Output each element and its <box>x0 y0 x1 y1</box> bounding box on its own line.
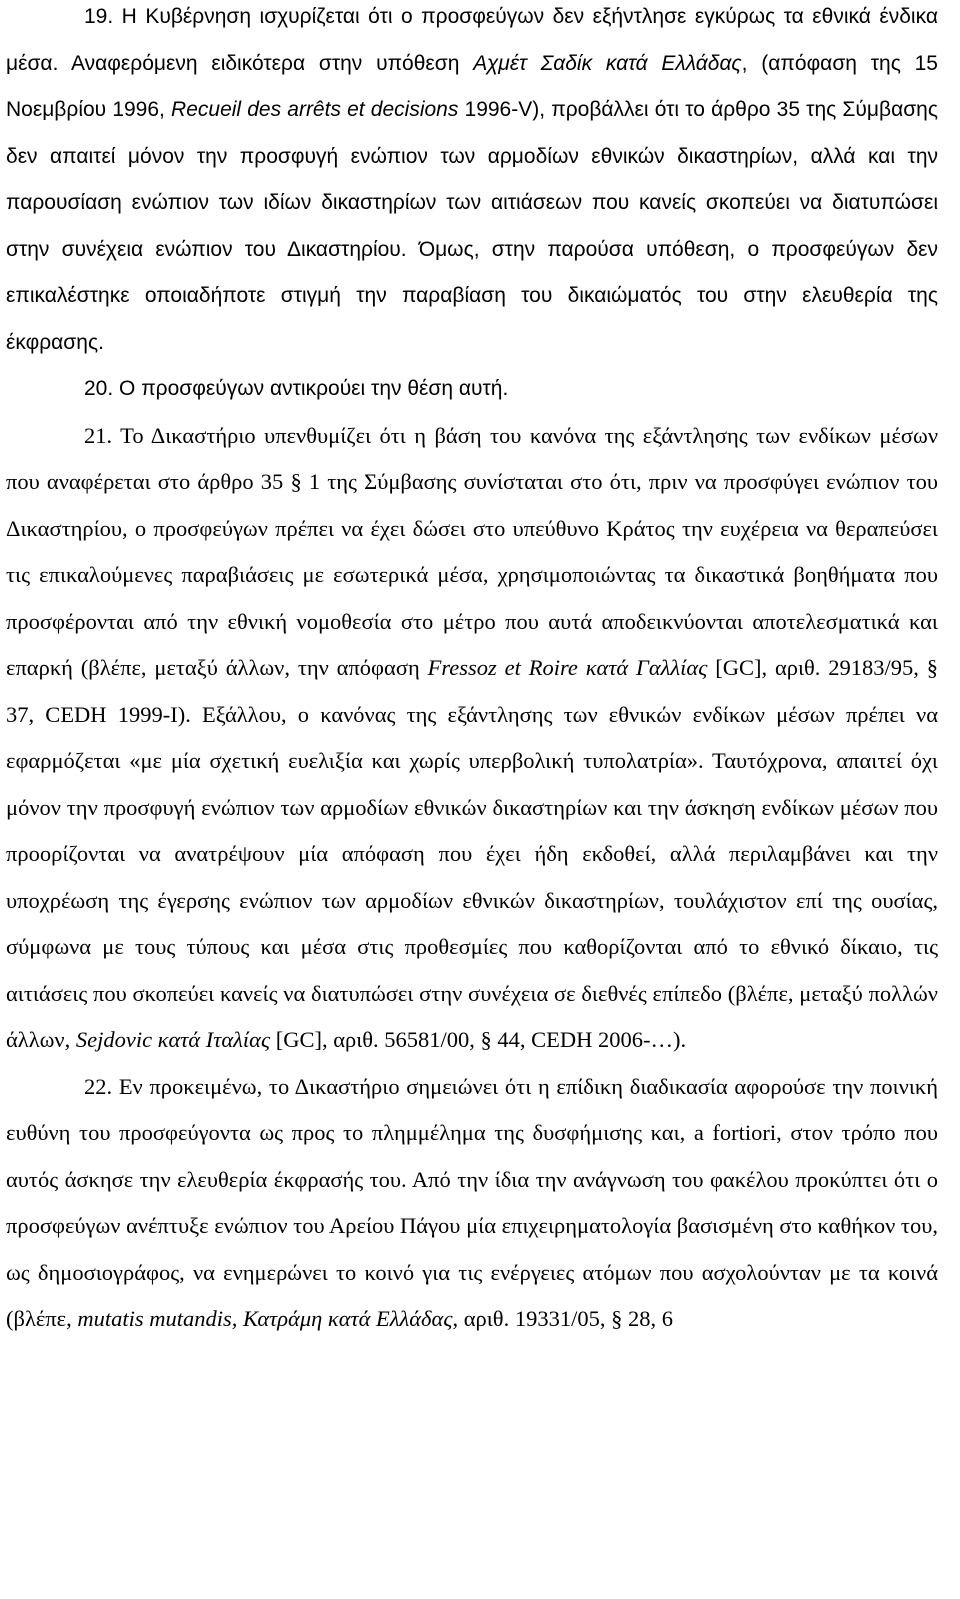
section-sign: § <box>480 1027 492 1052</box>
case-citation: Fressoz et Roire κατά Γαλλίας <box>427 655 708 680</box>
paragraph-22-text: , αριθ. 19331/05, <box>452 1306 612 1331</box>
paragraph-19-text: , (απόφαση της 15 Νοεμβρίου 1996, <box>6 51 938 121</box>
section-sign: § <box>611 1306 623 1331</box>
paragraph-21-text: [GC], αριθ. 56581/00, <box>270 1027 481 1052</box>
section-sign: § <box>290 469 302 494</box>
paragraph-21-text: 37, CEDH 1999-I). Εξάλλου, ο κανόνας της εξάντλησης των εθνικών ενδίκων μέσων πρέπει να εφαρμόζεται «με μία σχετική ευελιξία και χωρίς υπερβολική τυπολατρία». Ταυτόχρονα, απαιτεί όχι μόνον την προσφυγή ενώπιον των αρμοδίων εθνικών δικαστηρίων και την άσκηση ενδίκων μέσων που προορίζονται να ανατρέψουν μία απόφαση που έχει ήδη εκδοθεί, αλλά περιλαμβάνει και την υποχρέωση της έγερσης ενώπιον των αρμοδίων εθνικών δικαστηρίων, τουλάχιστον επί της ουσίας, σύμφωνα με τους τύπους και μέσα στις προθεσμίες που καθορίζονται από το εθνικό δίκαιο, τις αιτιάσεις που σκοπεύει κανείς να διατυπώσει στην συνέχεια σε διεθνές επίπεδο (βλέπε, μεταξύ πολλών άλλων, <box>6 701 938 1052</box>
case-citation: Sejdovic κατά Ιταλίας <box>75 1027 271 1052</box>
paragraph-21-text: 44, CEDH 2006-…). <box>491 1027 687 1052</box>
paragraph-22-text: 22. Εν προκειμένω, το Δικαστήριο σημειώνει ότι η επίδικη διαδικασία αφορούσε την ποινική ευθύνη του προσφεύγοντα ως προς το πλημμέλημα της δυσφήμισης και, a fortiori, στον τρόπο που αυτός άσκησε την ελευθερία έκφρασής του. Από την ίδια την ανάγνωση του φακέλου προκύπτει ότι ο προσφεύγων ανέπτυξε ενώπιον του Αρείου Πάγου μία επιχειρηματολογία βασισμένη στο καθήκον του, ως δημοσιογράφος, να ενημερώνει το κοινό για τις ενέργειες ατόμων που ασχολούνταν με τα κοινά (βλέπε, <box>6 1073 938 1331</box>
paragraph-20 <box>6 366 938 413</box>
case-citation: mutatis mutandis, Κατράμη κατά Ελλάδας <box>77 1306 453 1331</box>
paragraph-21-text: [GC], αριθ. 29183/95, <box>707 655 927 680</box>
paragraph-19 <box>6 0 938 366</box>
section-sign: § <box>926 655 939 680</box>
paragraph-22-text: 28, 6 <box>622 1306 673 1331</box>
paragraph-22 <box>6 1064 938 1343</box>
paragraph-19-text: 1996-V), προβάλλει ότι το άρθρο 35 της Σύμβασης δεν απαιτεί μόνον την προσφυγή ενώπιον των αρμοδίων εθνικών δικαστηρίων, αλλά και την παρουσίαση ενώπιον των ιδίων δικαστηρίων των αιτιάσεων που κανείς σκοπεύει να διατυπώσει στην συνέχεια ενώπιον του Δικαστηρίου. Όμως, στην παρούσα υπόθεση, ο προσφεύγων δεν επικαλέστηκε οποιαδήποτε στιγμή την παραβίαση του δικαιώματός του στην ελευθερία της έκφρασης. <box>6 98 938 354</box>
paragraph-21-text: 21. Το Δικαστήριο υπενθυμίζει ότι η βάση του κανόνα της εξάντλησης των ενδίκων μέσων που αναφέρεται στο άρθρο 35 <box>6 422 938 494</box>
paragraph-20-text: 20. Ο προσφεύγων αντικρούει την θέση αυτή. <box>84 377 509 400</box>
paragraph-19-text: 19. Η Κυβέρνηση ισχυρίζεται ότι ο προσφεύγων δεν εξήντλησε εγκύρως τα εθνικά ένδικα μέσα. Αναφερόμενη ειδικότερα στην υπόθεση <box>6 5 938 75</box>
reporter-citation: Recueil des arrêts et decisions <box>171 98 459 121</box>
paragraph-21 <box>6 413 938 1064</box>
case-citation: Αχμέτ Σαδίκ κατά Ελλάδας <box>473 51 742 75</box>
document-page <box>6 0 938 1343</box>
paragraph-21-text: 1 της Σύμβασης συνίσταται στο ότι, πριν να προσφύγει ενώπιον του Δικαστηρίου, ο προσφεύγων πρέπει να έχει δώσει στο υπεύθυνο Κράτος την ευχέρεια να θεραπεύσει τις επικαλούμενες παραβιάσεις με εσωτερικά μέσα, χρησιμοποιώντας τα δικαστικά βοηθήματα που προσφέρονται από την εθνική νομοθεσία στο μέτρο που αυτά αποδεικνύονται αποτελεσματικά και επαρκή (βλέπε, μεταξύ άλλων, την απόφαση <box>6 469 938 680</box>
